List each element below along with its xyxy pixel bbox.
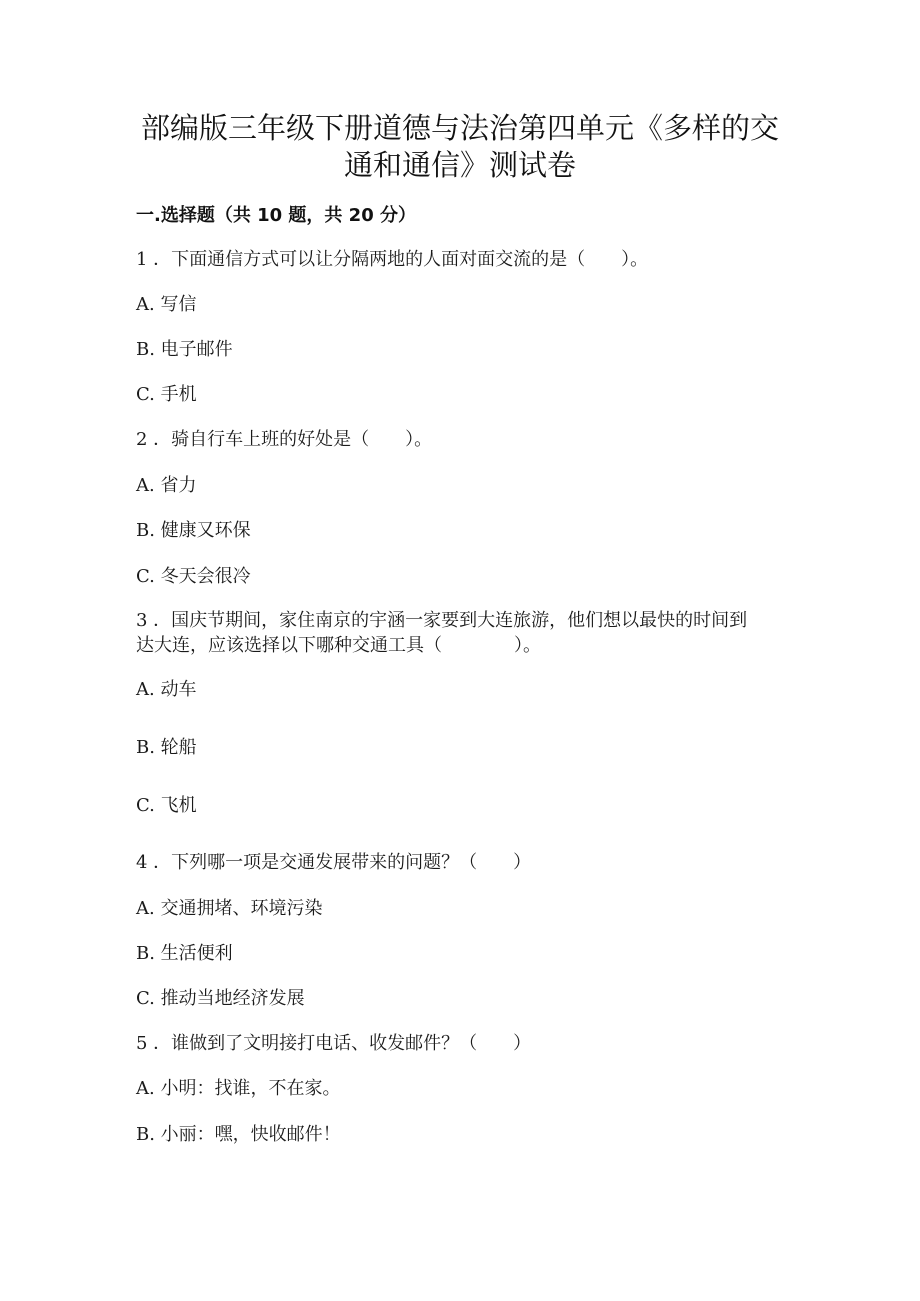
- question-4-option-c: C. 推动当地经济发展: [136, 988, 305, 1009]
- question-1-option-b: B. 电子邮件: [136, 339, 233, 360]
- question-1-option-a: A. 写信: [136, 294, 197, 315]
- section-heading: 一.选择题（共 10 题，共 20 分）: [136, 205, 417, 226]
- question-3-stem-line-1: 3 ．国庆节期间，家住南京的宇涵一家要到大连旅游，他们想以最快的时间到: [136, 610, 748, 631]
- question-4-option-b: B. 生活便利: [136, 943, 233, 964]
- question-3-stem-line-2: 达大连，应该选择以下哪种交通工具（ ）。: [136, 635, 541, 656]
- question-2-stem: 2 ．骑自行车上班的好处是（ ）。: [136, 429, 433, 450]
- question-2-option-c: C. 冬天会很冷: [136, 566, 251, 587]
- question-5-stem: 5 ．谁做到了文明接打电话、收发邮件？（ ）: [136, 1033, 532, 1054]
- question-4-stem: 4 ．下列哪一项是交通发展带来的问题？（ ）: [136, 852, 532, 873]
- question-1-option-c: C. 手机: [136, 384, 197, 405]
- question-3-option-c: C. 飞机: [136, 795, 197, 816]
- document-title-line-2: 通和通信》测试卷: [343, 148, 576, 182]
- question-5-option-a: A. 小明：找谁，不在家。: [136, 1078, 341, 1099]
- question-5-option-b: B. 小丽：嘿，快收邮件！: [136, 1124, 341, 1145]
- question-2-option-a: A. 省力: [136, 475, 197, 496]
- question-3-option-a: A. 动车: [136, 679, 197, 700]
- question-3-option-b: B. 轮船: [136, 737, 197, 758]
- question-1-stem: 1 ．下面通信方式可以让分隔两地的人面对面交流的是（ ）。: [136, 249, 649, 270]
- question-4-option-a: A. 交通拥堵、环境污染: [136, 898, 323, 919]
- question-2-option-b: B. 健康又环保: [136, 520, 251, 541]
- document-title-line-1: 部编版三年级下册道德与法治第四单元《多样的交: [140, 111, 779, 145]
